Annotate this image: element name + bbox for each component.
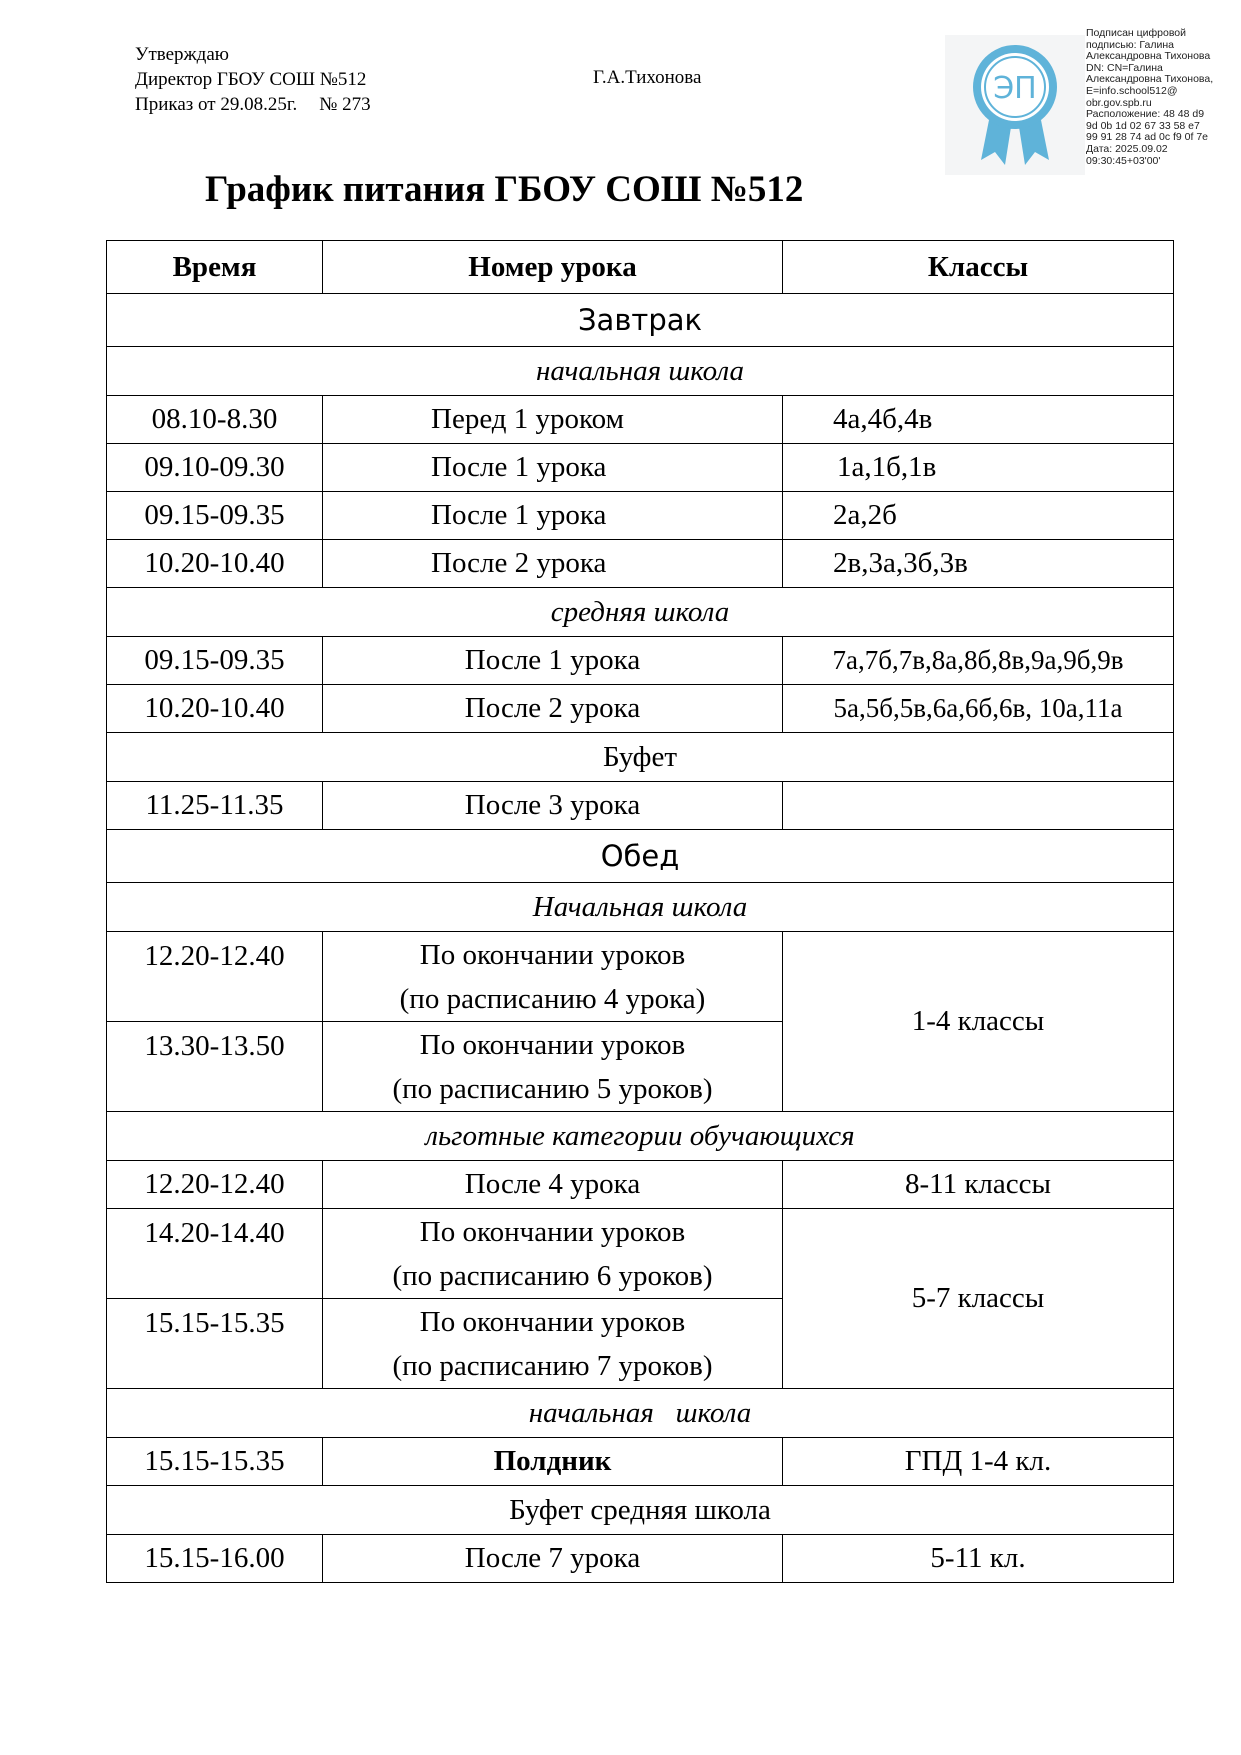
seal-label: ЭП [993,71,1037,106]
director-name: Г.А.Тихонова [593,67,702,88]
section-row [107,830,1174,883]
table-row [107,540,1174,588]
cell-lesson [323,932,783,1022]
signature-line: E=info.school512@ [1086,85,1178,97]
lesson-line: (по расписанию 6 уроков) [392,1259,713,1292]
cell-classes: 5а,5б,5в,6а,6б,6в, 10а,11а [783,685,1174,733]
section-row [107,733,1174,782]
cell-classes [783,782,1174,830]
order-line [135,92,371,117]
lesson-line: По окончании уроков [419,1028,686,1061]
table-row [107,492,1174,540]
meal-schedule-table [106,240,1174,1583]
cell-time: 11.25-11.35 [107,782,323,830]
signature-line: Дата: 2025.09.02 [1086,143,1168,155]
lesson-line: По окончании уроков [419,938,686,971]
subsection-buffet-middle: Буфет средняя школа [107,1486,1174,1535]
cell-time: 13.30-13.50 [107,1022,323,1112]
subsection-row [107,1389,1174,1438]
table-row [107,932,1174,1022]
signature-line: подписью: Галина [1086,39,1174,51]
cell-lesson: После 2 урока [323,540,783,588]
cell-classes: 7а,7б,7в,8а,8б,8в,9а,9б,9в [783,637,1174,685]
lesson-line: По окончании уроков [419,1215,686,1248]
column-header-lesson: Номер урока [323,241,783,294]
cell-time: 08.10-8.30 [107,396,323,444]
cell-classes: 4а,4б,4в [783,396,1174,444]
column-header-time: Время [107,241,323,294]
page-title: График питания ГБОУ СОШ №512 [205,169,804,210]
signature-details [1086,28,1236,167]
cell-time: 12.20-12.40 [107,932,323,1022]
subsection-primary: начальная школа [107,347,1174,396]
cell-time: 10.20-10.40 [107,540,323,588]
cell-time: 15.15-15.35 [107,1299,323,1389]
cell-classes: 1-4 классы [783,932,1174,1112]
lesson-line: (по расписанию 5 уроков) [392,1072,713,1105]
director-title: Директор ГБОУ СОШ №512 [135,69,367,90]
cell-classes: 2а,2б [783,492,1174,540]
table-row [107,685,1174,733]
cell-time: 09.10-09.30 [107,444,323,492]
cell-classes: 2в,3а,3б,3в [783,540,1174,588]
lesson-line: (по расписанию 7 уроков) [392,1349,713,1382]
cell-lesson: После 7 урока [323,1535,783,1583]
subsection-row [107,883,1174,932]
section-buffet: Буфет [107,733,1174,782]
table-row [107,782,1174,830]
signature-line: obr.gov.spb.ru [1086,97,1152,109]
subsection-row [107,1486,1174,1535]
cell-lesson [323,1022,783,1112]
cell-lesson: После 1 урока [323,444,783,492]
signature-line: 9d 0b 1d 02 67 33 58 e7 [1086,120,1200,132]
cell-lesson: После 3 урока [323,782,783,830]
section-row [107,294,1174,347]
table-row [107,1161,1174,1209]
table-row [107,637,1174,685]
cell-lesson: После 1 урока [323,637,783,685]
section-breakfast: Завтрак [107,294,1174,347]
subsection-row [107,588,1174,637]
signature-line: Подписан цифровой [1086,28,1187,39]
cell-time: 15.15-16.00 [107,1535,323,1583]
column-header-classes: Классы [783,241,1174,294]
lesson-line: (по расписанию 4 урока) [399,982,706,1015]
order-date: Приказ от 29.08.25г. [135,94,298,115]
table-row [107,1535,1174,1583]
cell-lesson: После 4 урока [323,1161,783,1209]
table-row [107,444,1174,492]
digital-signature-seal [945,35,1085,175]
signature-line: DN: CN=Галина [1086,62,1163,74]
cell-classes: 5-11 кл. [783,1535,1174,1583]
seal-icon [945,35,1085,175]
cell-lesson [323,1299,783,1389]
cell-time: 12.20-12.40 [107,1161,323,1209]
cell-lesson: После 1 урока [323,492,783,540]
subsection-middle: средняя школа [107,588,1174,637]
cell-lesson: После 2 урока [323,685,783,733]
cell-classes: ГПД 1-4 кл. [783,1438,1174,1486]
signature-line: Расположение: 48 48 d9 [1086,109,1205,121]
cell-classes: 1а,1б,1в [783,444,1174,492]
table-row [107,1209,1174,1299]
approval-block [135,42,371,117]
cell-time: 09.15-09.35 [107,637,323,685]
cell-time: 15.15-15.35 [107,1438,323,1486]
cell-lesson: Перед 1 уроком [323,396,783,444]
signature-line: Александровна Тихонова, [1086,74,1214,86]
subsection-row [107,347,1174,396]
subsection-snack: начальная школа [107,1389,1174,1438]
subsection-privileged: льготные категории обучающихся [107,1112,1174,1161]
section-lunch: Обед [107,830,1174,883]
cell-classes: 8-11 классы [783,1161,1174,1209]
cell-classes: 5-7 классы [783,1209,1174,1389]
cell-lesson [323,1209,783,1299]
order-number: № 273 [319,94,371,115]
signature-line: Александровна Тихонова [1086,51,1211,63]
cell-time: 10.20-10.40 [107,685,323,733]
cell-time: 09.15-09.35 [107,492,323,540]
table-row [107,1438,1174,1486]
table-row [107,396,1174,444]
signature-line: 09:30:45+03'00' [1086,155,1161,167]
lesson-line: По окончании уроков [419,1305,686,1338]
table-header-row [107,241,1174,294]
cell-lesson: Полдник [323,1438,783,1486]
signature-line: 99 91 28 74 ad 0c f9 0f 7e [1086,132,1209,144]
subsection-primary-lunch: Начальная школа [107,883,1174,932]
cell-time: 14.20-14.40 [107,1209,323,1299]
approve-label: Утверждаю [135,44,229,65]
subsection-row [107,1112,1174,1161]
